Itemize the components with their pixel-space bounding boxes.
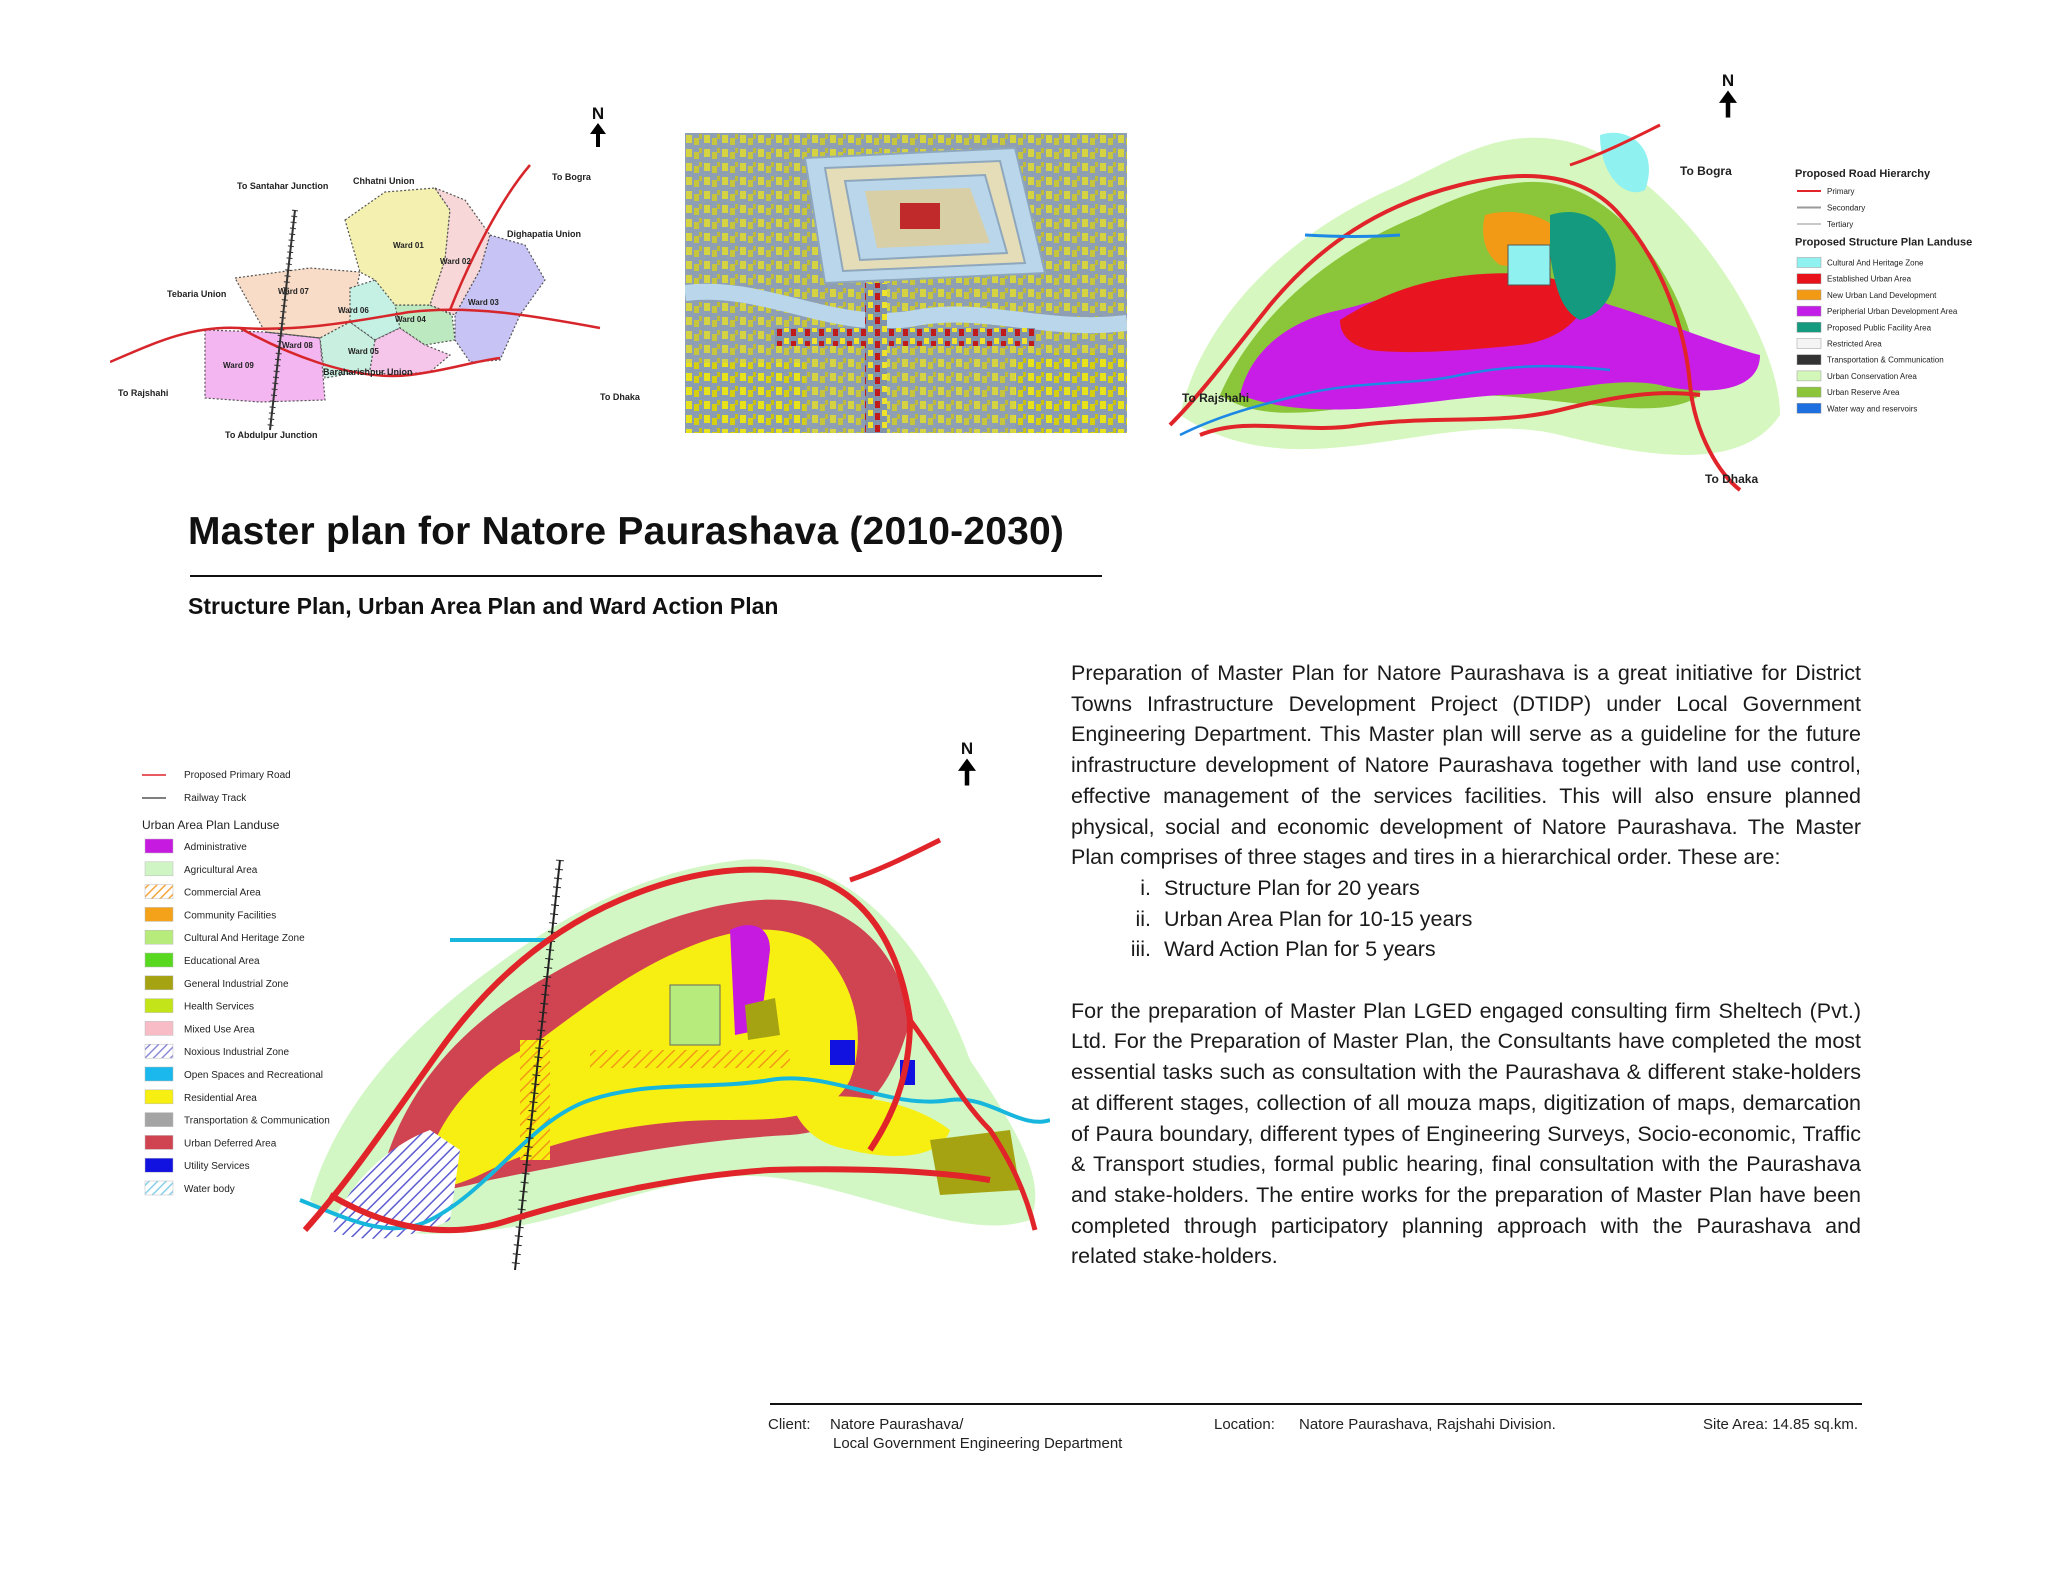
ua-landuse-swatch — [145, 1090, 173, 1104]
ua-landuse-legend-label: Mixed Use Area — [184, 1024, 255, 1036]
ua-landuse-legend-label: Commercial Area — [184, 887, 261, 899]
ua-landuse-swatch — [145, 839, 173, 853]
list-number: ii. — [1135, 906, 1151, 931]
sp-road-legend-label: Primary — [1827, 187, 1855, 196]
north-arrow-icon — [1719, 90, 1737, 118]
ua-landuse-swatch — [145, 1113, 173, 1127]
sp-landuse-legend-label: New Urban Land Development — [1827, 290, 1937, 300]
ua-landuse-legend-label: Health Services — [184, 1001, 255, 1013]
ua-landuse-legend-label: Residential Area — [184, 1092, 257, 1104]
list-number: i. — [1140, 875, 1151, 900]
ua-landuse-swatch — [145, 1158, 173, 1172]
ua-landuse-swatch — [145, 885, 173, 899]
sp-landuse-swatch — [1797, 387, 1821, 397]
ua-landuse-legend-title: Urban Area Plan Landuse — [142, 818, 280, 832]
ward-label-07: Ward 07 — [278, 287, 309, 296]
ua-landuse-swatch — [145, 1067, 173, 1081]
sp-landuse-swatch — [1797, 258, 1821, 268]
ua-line-legend-label: Proposed Primary Road — [184, 770, 291, 781]
ua-landuse-swatch — [145, 953, 173, 967]
ward-label-05: Ward 05 — [348, 347, 379, 356]
sp-landuse-swatch — [1797, 371, 1821, 381]
ua-landuse-legend-label: Transportation & Communication — [184, 1115, 330, 1127]
ua-landuse-swatch — [145, 907, 173, 921]
north-arrow-icon — [590, 123, 606, 147]
north-label: N — [591, 104, 605, 123]
ua-landuse-swatch — [145, 976, 173, 990]
sp-landuse-legend-label: Urban Conservation Area — [1827, 371, 1917, 381]
north-label: N — [1721, 71, 1735, 90]
ua-landuse-swatch — [145, 999, 173, 1013]
ua-landuse-swatch — [145, 1135, 173, 1149]
city-3d-render — [685, 133, 1127, 433]
label-to-santahar: To Santahar Junction — [237, 181, 329, 191]
ward-map-north-indicator — [583, 105, 613, 147]
footer-location-value: Natore Paurashava, Rajshahi Division. — [1299, 1416, 1556, 1433]
footer-site-area: Site Area: 14.85 sq.km. — [1703, 1416, 1859, 1433]
urban-area-plan-legend — [140, 765, 400, 1215]
ward-label-04: Ward 04 — [395, 315, 426, 324]
label-to-rajshahi: To Rajshahi — [118, 388, 169, 398]
urban-area-plan-map — [290, 800, 1050, 1280]
ua-landuse-legend-label: Administrative — [184, 842, 247, 853]
plan-stage-item — [1071, 934, 1861, 965]
ua-landuse-legend-label: Educational Area — [184, 956, 260, 967]
description-paragraph-2: For the preparation of Master Plan LGED engaged consulting firm Sheltech (Pvt.) Ltd. For the Preparation of Master Plan, the Consultants have completed the most essential tasks such as consultation with the Paurashava & different stake-holders at different stages, collection of all mouza maps, digitization of maps, demarcation of Paura boundary, different types of Engineering Surveys, Socio-economic, Traffic & Transport studies, formal public hearing, final consultation with the Paurashava and stake-holders. The entire works for the preparation of Master Plan have been completed through participatory planning approach with the Paurashava and related stake-holders. — [1071, 998, 1861, 1269]
sp-landuse-legend-title: Proposed Structure Plan Landuse — [1795, 236, 1973, 249]
ua-landuse-legend-label: Water body — [184, 1184, 235, 1195]
sp-landuse-legend-label: Peripherial Urban Development Area — [1827, 307, 1958, 317]
label-dighapatia: Dighapatia Union — [507, 229, 581, 239]
ua-line-legend-label: Railway Track — [184, 793, 247, 804]
sp-landuse-swatch — [1797, 403, 1821, 413]
sp-landuse-legend-label: Established Urban Area — [1827, 274, 1912, 284]
ward-map — [110, 100, 670, 460]
footer-location-label: Location: — [1214, 1416, 1275, 1433]
label-to-dhaka: To Dhaka — [600, 392, 640, 402]
ward-label-08: Ward 08 — [282, 341, 313, 350]
ua-landuse-legend-label: General Industrial Zone — [184, 978, 289, 990]
structure-plan-north-indicator — [1713, 72, 1743, 118]
ward-label-03: Ward 03 — [468, 298, 499, 307]
ua-landuse-swatch — [145, 930, 173, 944]
ua-landuse-swatch — [145, 1181, 173, 1195]
sp-landuse-legend-label: Urban Reserve Area — [1827, 388, 1900, 398]
urban-plan-north-indicator — [952, 740, 982, 786]
plan-stage-item — [1071, 904, 1861, 935]
north-arrow-icon — [958, 758, 976, 786]
ward-label-06: Ward 06 — [338, 306, 369, 315]
sp-road-legend-label: Tertiary — [1827, 220, 1854, 229]
sp-landuse-swatch — [1797, 290, 1821, 300]
ua-landuse-legend-label: Urban Deferred Area — [184, 1138, 277, 1150]
sp-landuse-swatch — [1797, 274, 1821, 284]
structure-plan-map — [1140, 95, 1800, 495]
sp-landuse-legend-label: Restricted Area — [1827, 339, 1882, 349]
label-chhatni: Chhatni Union — [353, 176, 415, 186]
structure-plan-legend — [1795, 165, 2045, 425]
sp-label-to-rajshahi: To Rajshahi — [1182, 391, 1250, 405]
plan-stage-item — [1071, 873, 1861, 904]
label-tebaria: Tebaria Union — [167, 289, 227, 299]
footer-divider — [770, 1403, 1862, 1405]
description-paragraph-1: Preparation of Master Plan for Natore Paurashava is a great initiative for District Towns Infrastructure Development Project (DTIDP) under Local Government Engineering Department. This Master plan will serve as a guideline for the future infrastructure development of Natore Paurashava together with land use control, effective management of the services facilities. This will also ensure planned physical, social and economic development of Natore Paurashava. The Master Plan comprises of three stages and tires in a hierarchical order. These are: — [1071, 661, 1861, 870]
footer-client-line2: Local Government Engineering Department — [833, 1435, 1123, 1452]
list-text: Urban Area Plan for 10-15 years — [1164, 906, 1473, 931]
sp-road-legend-label: Secondary — [1827, 203, 1866, 213]
plan-stage-list — [1071, 873, 1861, 965]
page-title: Master plan for Natore Paurashava (2010-2030) — [188, 510, 1065, 553]
ua-landuse-legend-label: Noxious Industrial Zone — [184, 1047, 290, 1059]
ua-landuse-swatch — [145, 1021, 173, 1035]
ua-landuse-legend-label: Community Facilities — [184, 910, 277, 922]
sp-label-to-dhaka: To Dhaka — [1705, 472, 1759, 486]
north-label: N — [960, 739, 974, 758]
description-text — [1071, 658, 1861, 1272]
ward-label-09: Ward 09 — [223, 361, 254, 370]
list-text: Structure Plan for 20 years — [1164, 875, 1420, 900]
label-to-abdulpur: To Abdulpur Junction — [225, 430, 318, 440]
sp-landuse-swatch — [1797, 339, 1821, 349]
ua-landuse-swatch — [145, 1044, 173, 1058]
ua-landuse-legend-label: Cultural And Heritage Zone — [184, 933, 305, 945]
sp-landuse-swatch — [1797, 306, 1821, 316]
ward-label-01: Ward 01 — [393, 241, 424, 250]
sp-landuse-legend-label: Transportation & Communication — [1827, 355, 1944, 365]
sp-road-legend-title: Proposed Road Hierarchy — [1795, 168, 1931, 180]
sp-landuse-swatch — [1797, 355, 1821, 365]
footer-client-line1: Natore Paurashava/ — [830, 1416, 964, 1433]
sp-label-to-bogra: To Bogra — [1680, 164, 1732, 178]
ua-landuse-swatch — [145, 862, 173, 876]
list-number: iii. — [1130, 937, 1151, 962]
page-subtitle: Structure Plan, Urban Area Plan and Ward Action Plan — [188, 593, 779, 619]
sp-landuse-legend-label: Cultural And Heritage Zone — [1827, 258, 1924, 268]
ua-landuse-legend-label: Utility Services — [184, 1161, 250, 1173]
sp-landuse-legend-label: Water way and reservoirs — [1827, 404, 1918, 414]
ward-label-02: Ward 02 — [440, 257, 471, 266]
sp-landuse-legend-label: Proposed Public Facility Area — [1827, 323, 1932, 333]
label-baraharishpur: Baraharishpur Union — [323, 367, 413, 377]
title-divider — [190, 575, 1102, 577]
label-to-bogra: To Bogra — [552, 172, 591, 182]
footer-client-label: Client: — [768, 1416, 811, 1433]
ua-landuse-legend-label: Agricultural Area — [184, 864, 258, 876]
ua-landuse-legend-label: Open Spaces and Recreational — [184, 1070, 323, 1081]
list-text: Ward Action Plan for 5 years — [1164, 937, 1436, 962]
sp-landuse-swatch — [1797, 322, 1821, 332]
